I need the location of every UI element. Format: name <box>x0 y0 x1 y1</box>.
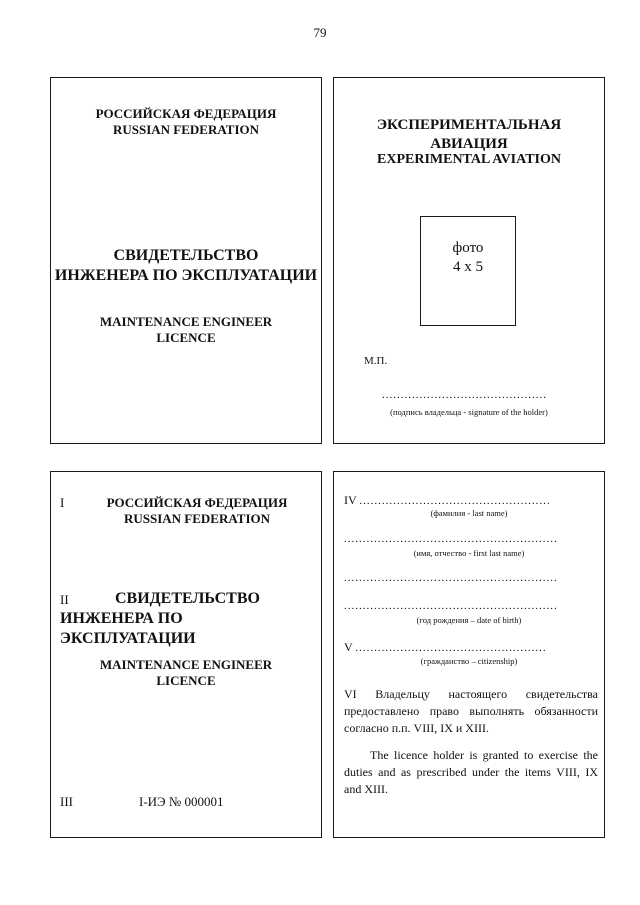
citizenship-field[interactable] <box>344 640 598 655</box>
licence-title-en-line1: MAINTENANCE ENGINEER <box>99 657 273 672</box>
first-name-caption: (имя, отчество - first last name) <box>413 548 525 558</box>
licence-cover-panel <box>50 77 322 444</box>
experimental-aviation-ru-line2: АВИАЦИЯ <box>430 136 508 152</box>
rights-paragraph-ru: VI Владельцу настоящего свидетельства предоставлено право выполнять обязанности согласно п.п. VIII, IX и XIII. <box>344 687 598 735</box>
russian-federation-ru: РОССИЙСКАЯ ФЕДЕРАЦИЯ <box>95 106 277 121</box>
item-number-1: I <box>60 495 65 510</box>
experimental-aviation-en: EXPERIMENTAL AVIATION <box>377 152 561 167</box>
licence-title-en-line2: LICENCE <box>156 673 216 688</box>
holder-details-panel <box>333 471 605 838</box>
photo-size: 4 x 5 <box>453 259 483 275</box>
seal-label: М.П. <box>364 355 388 367</box>
first-name-field[interactable]: ......................................................... <box>344 533 558 545</box>
certificate-title-ru-line1: СВИДЕТЕЛЬСТВО <box>115 590 260 607</box>
item-number-2: II <box>60 592 69 607</box>
experimental-aviation-ru <box>334 116 604 154</box>
item-number-4: IV <box>344 493 357 507</box>
licence-title-en-line1: MAINTENANCE ENGINEER <box>99 314 273 329</box>
russian-federation-en: RUSSIAN FEDERATION <box>123 511 271 526</box>
russian-federation-en: RUSSIAN FEDERATION <box>112 122 260 137</box>
licence-title-en <box>51 657 321 689</box>
signature-caption: (подпись владельца - signature of the holder) <box>390 407 548 417</box>
page-number: 79 <box>313 25 327 40</box>
photo-panel <box>333 77 605 444</box>
certificate-title-ru-line2: ИНЖЕНЕРА ПО ЭКСПЛУАТАЦИИ <box>60 610 196 647</box>
licence-title-en-line2: LICENCE <box>156 330 216 345</box>
experimental-aviation-ru-line1: ЭКСПЕРИМЕНТАЛЬНАЯ <box>376 117 562 133</box>
signature-line: ............................................ <box>382 389 547 401</box>
date-of-birth-field[interactable]: ......................................................... <box>344 600 558 612</box>
extra-line-field[interactable]: ......................................................... <box>344 572 558 584</box>
item-number-5: V <box>344 640 353 654</box>
citizenship-dots: ................................................... <box>355 642 547 654</box>
date-of-birth-caption: (год рождения – date of birth) <box>416 615 522 625</box>
rights-paragraph-en: The licence holder is granted to exercise the duties and as prescribed under the items VIII, IX and XIII. <box>344 748 598 796</box>
photo-label: фото <box>452 240 484 256</box>
certificate-title-ru-line1: СВИДЕТЕЛЬСТВО <box>113 247 259 264</box>
last-name-dots: ................................................... <box>359 495 551 507</box>
certificate-title-ru-line2: ИНЖЕНЕРА ПО ЭКСПЛУАТАЦИИ <box>54 267 318 284</box>
citizenship-caption: (гражданство – citizenship) <box>420 656 518 666</box>
licence-title-panel <box>50 471 322 838</box>
licence-title-en <box>51 314 321 346</box>
last-name-field[interactable] <box>344 493 598 508</box>
russian-federation-ru: РОССИЙСКАЯ ФЕДЕРАЦИЯ <box>106 495 288 510</box>
item-number-3: III <box>60 794 73 809</box>
photo-placeholder <box>420 216 516 326</box>
certificate-title-ru <box>60 589 320 649</box>
last-name-caption: (фамилия - last name) <box>430 508 508 518</box>
serial-number: I-ИЭ № 000001 <box>139 794 224 809</box>
certificate-title-ru <box>51 246 321 286</box>
